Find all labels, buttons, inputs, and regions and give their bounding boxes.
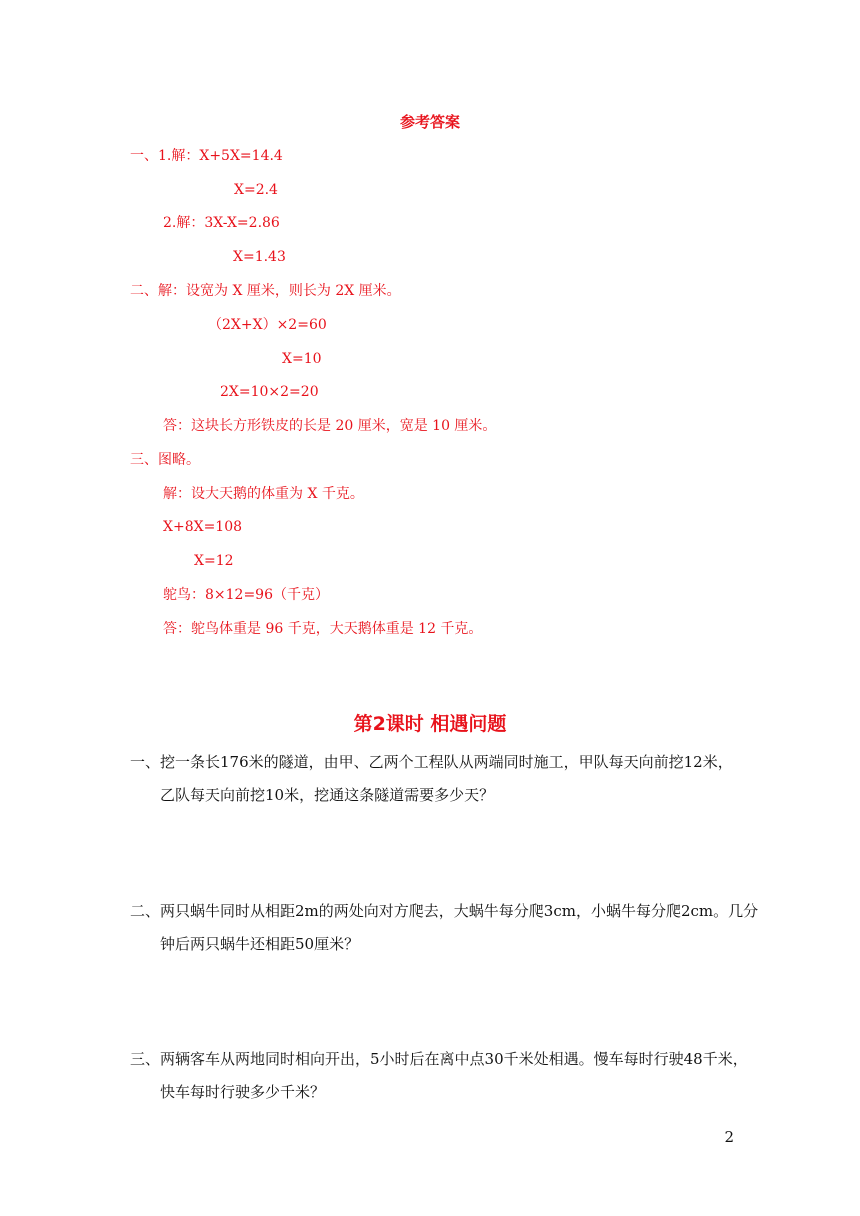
answer-line: 鸵鸟：8×12=96（千克）: [163, 587, 329, 603]
question-text: 二、两只蜗牛同时从相距2m的两处向对方爬去，大蜗牛每分爬3cm，小蜗牛每分爬2cm。几分: [130, 902, 759, 920]
answer-line: 2X=10×2=20: [220, 384, 319, 400]
question-text: 乙队每天向前挖10米，挖通这条隧道需要多少天？: [160, 786, 495, 804]
question-text: 快车每时行驶多少千米？: [160, 1083, 326, 1101]
answer-line: 答：这块长方形铁皮的长是 20 厘米，宽是 10 厘米。: [163, 418, 497, 434]
question-text: 钟后两只蜗牛还相距50厘米？: [160, 935, 360, 953]
lesson-title: 第2课时 相遇问题: [353, 713, 507, 735]
answer-line: 一、1.解：X+5X=14.4: [130, 148, 283, 164]
question-text: 一、挖一条长176米的隧道，由甲、乙两个工程队从两端同时施工，甲队每天向前挖12米，: [130, 753, 733, 771]
answer-title: 参考答案: [399, 113, 460, 131]
answer-line: 答：鸵鸟体重是 96 千克，大天鹅体重是 12 千克。: [163, 621, 483, 637]
page-number: 2: [724, 1128, 734, 1146]
answer-line: 二、解：设宽为 X 厘米，则长为 2X 厘米。: [130, 283, 401, 299]
question-text: 三、两辆客车从两地同时相向开出，5小时后在离中点30千米处相遇。慢车每时行驶48千米，: [130, 1050, 748, 1068]
answer-line: 2.解：3X-X=2.86: [163, 215, 280, 231]
answer-line: X+8X=108: [163, 519, 243, 535]
answer-line: （2X+X）×2=60: [208, 317, 327, 333]
answer-line: X=1.43: [233, 249, 286, 265]
answer-line: 解：设大天鹅的体重为 X 千克。: [163, 486, 364, 502]
answer-line: X=10: [282, 351, 322, 367]
answer-line: X=12: [194, 553, 234, 569]
answer-line: 三、图略。: [130, 452, 200, 468]
answer-line: X=2.4: [234, 182, 278, 198]
